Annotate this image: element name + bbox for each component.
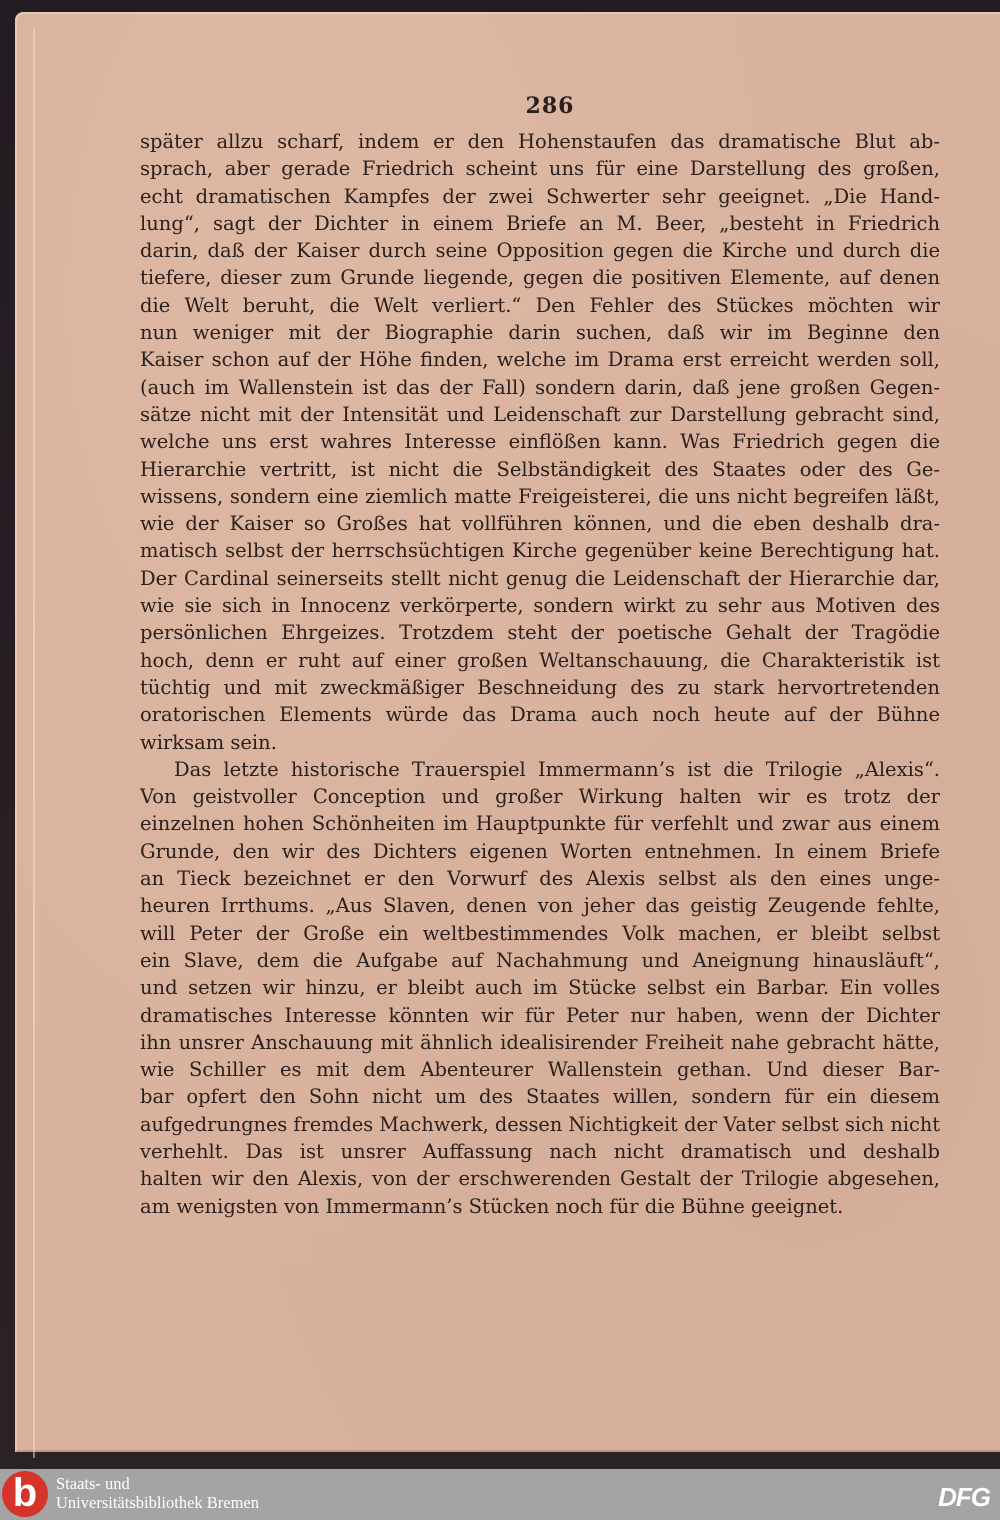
text-line: bar opfert den Sohn nicht um des Staates willen, sondern für ein diesem <box>140 1085 940 1109</box>
institution-name[interactable] <box>56 1474 259 1512</box>
text-line: wissens, sondern eine ziemlich matte Freigeisterei, die uns nicht begreifen läßt, <box>140 484 940 508</box>
text-line: Das letzte historische Trauerspiel Immermann’s ist die Trilogie „Alexis“. <box>174 757 940 781</box>
text-line: welche uns erst wahres Interesse einflößen kann. Was Friedrich gegen die <box>140 430 940 454</box>
text-line: an Tieck bezeichnet er den Vorwurf des Alexis selbst als den eines unge- <box>140 867 940 891</box>
text-line: ein Slave, dem die Aufgabe auf Nachahmung und Aneignung hinausläuft“, <box>140 948 940 972</box>
text-line: (auch im Wallenstein ist das der Fall) sondern darin, daß jene großen Gegen- <box>140 375 940 399</box>
text-line: lung“, sagt der Dichter in einem Briefe an M. Beer, „besteht in Friedrich <box>140 211 940 235</box>
text-line: tüchtig und mit zweckmäßiger Beschneidung des zu stark hervortretenden <box>140 675 940 699</box>
text-line: wie der Kaiser so Großes hat vollführen können, und die eben deshalb dra- <box>140 512 940 536</box>
text-line: ihn unsrer Anschauung mit ähnlich idealisirender Freiheit nahe gebracht hätte, <box>140 1030 940 1054</box>
text-line: oratorischen Elements würde das Drama auch noch heute auf der Bühne <box>140 703 940 727</box>
text-line: persönlichen Ehrgeizes. Trotzdem steht der poetische Gehalt der Tragödie <box>140 621 940 645</box>
text-line: will Peter der Große ein weltbestimmendes Volk machen, er bleibt selbst <box>140 921 940 945</box>
text-line: dramatisches Interesse könnten wir für Peter nur haben, wenn der Dichter <box>140 1003 940 1027</box>
library-logo-icon[interactable]: b <box>2 1471 48 1517</box>
text-line: heuren Irrthums. „Aus Slaven, denen von jeher das geistig Zeugende fehlte, <box>140 894 940 918</box>
paragraph-1 <box>140 128 940 756</box>
dfg-logo-icon[interactable]: DFG <box>938 1482 990 1512</box>
text-line: echt dramatischen Kampfes der zwei Schwerter sehr geeignet. „Die Hand- <box>140 184 940 208</box>
text-line: wie Schiller es mit dem Abenteurer Wallenstein gethan. Und dieser Bar- <box>140 1058 940 1082</box>
page-number: 286 <box>525 93 575 119</box>
text-line: sätze nicht mit der Intensität und Leidenschaft zur Darstellung gebracht sind, <box>140 402 940 426</box>
page-edge <box>33 28 35 1458</box>
text-line: hoch, denn er ruht auf einer großen Weltanschauung, die Charakteristik ist <box>140 648 940 672</box>
institution-line-2: Universitätsbibliothek Bremen <box>56 1493 260 1512</box>
text-line: die Welt beruht, die Welt verliert.“ Den Fehler des Stückes möchten wir <box>140 293 940 317</box>
text-line: Der Cardinal seinerseits stellt nicht genug die Leidenschaft der Hierarchie dar, <box>140 566 940 590</box>
text-line: einzelnen hohen Schönheiten im Hauptpunkte für verfehlt und zwar aus einem <box>140 812 940 836</box>
text-line: und setzen wir hinzu, er bleibt auch im Stücke selbst ein Barbar. Ein volles <box>140 976 940 1000</box>
text-line: verhehlt. Das ist unsrer Auffassung nach nicht dramatisch und deshalb <box>140 1139 940 1163</box>
body-text <box>140 128 940 1220</box>
text-line: matisch selbst der herrschsüchtigen Kirche gegenüber keine Berechtigung hat. <box>140 539 940 563</box>
text-line: Grunde, den wir des Dichters eigenen Worten entnehmen. In einem Briefe <box>140 839 940 863</box>
library-footer-bar <box>0 1469 1000 1520</box>
paragraph-2 <box>140 756 940 1220</box>
text-line: am wenigsten von Immermann’s Stücken noch für die Bühne geeignet. <box>140 1194 844 1218</box>
text-line: Kaiser schon auf der Höhe finden, welche im Drama erst erreicht werden soll, <box>140 348 940 372</box>
text-line: Von geistvoller Conception und großer Wirkung halten wir es trotz der <box>140 785 940 809</box>
text-line: aufgedrungnes fremdes Machwerk, dessen Nichtigkeit der Vater selbst sich nicht <box>140 1112 941 1136</box>
text-line: später allzu scharf, indem er den Hohenstaufen das dramatische Blut ab- <box>140 130 940 153</box>
text-line: nun weniger mit der Biographie darin suchen, daß wir im Beginne den <box>140 321 940 345</box>
text-line: tiefere, dieser zum Grunde liegende, gegen die positiven Elemente, auf denen <box>140 266 940 290</box>
text-line: wie sie sich in Innocenz verkörperte, sondern wirkt zu sehr aus Motiven des <box>140 594 940 618</box>
text-line: halten wir den Alexis, von der erschwerenden Gestalt der Trilogie abgesehen, <box>140 1167 940 1191</box>
text-line: sprach, aber gerade Friedrich scheint uns für eine Darstellung des großen, <box>140 157 940 181</box>
text-line: Hierarchie vertritt, ist nicht die Selbständigkeit des Staates oder des Ge- <box>140 457 940 481</box>
text-line: darin, daß der Kaiser durch seine Opposition gegen die Kirche und durch die <box>140 239 940 263</box>
text-line: wirksam sein. <box>140 730 277 754</box>
institution-line-1: Staats- und <box>56 1474 130 1493</box>
